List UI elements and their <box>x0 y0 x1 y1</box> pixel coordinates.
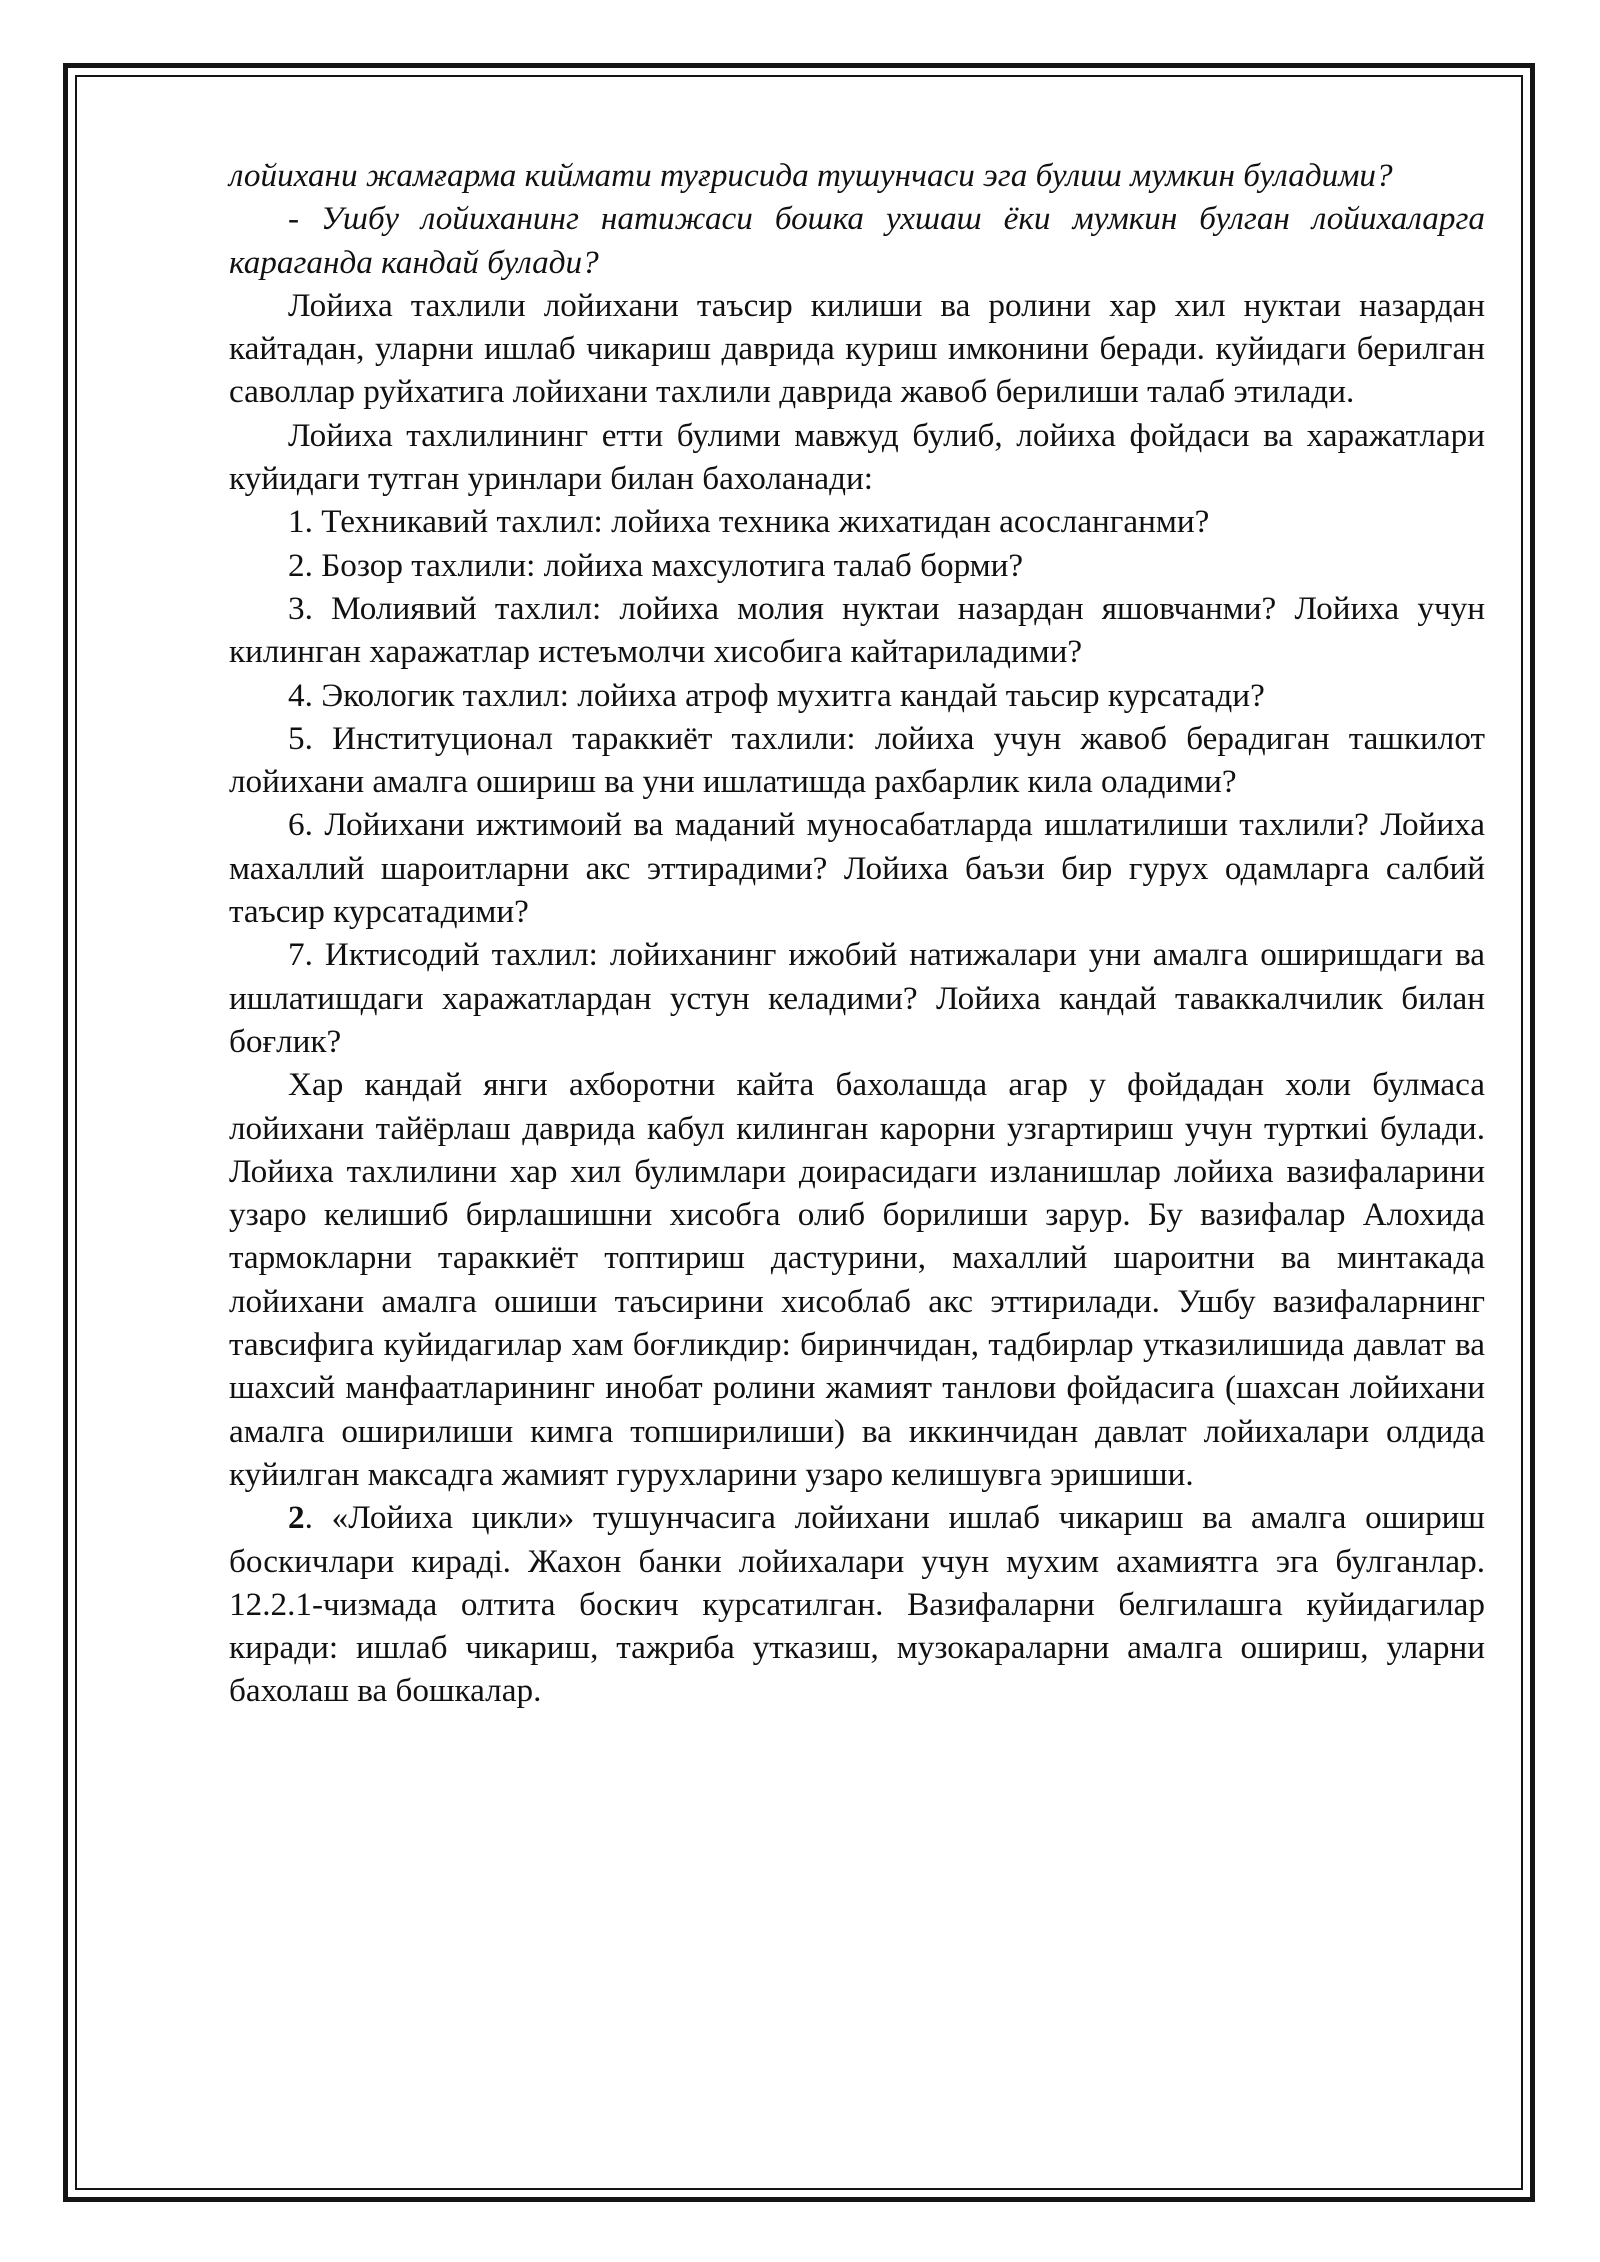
list-item-ecological: 4. Экологик тахлил: лойиха атроф мухитга кандай таьсир курсатади? <box>288 676 1265 714</box>
list-item-technical: 1. Техникавий тахлил: лойиха техника жихатидан асосланганми? <box>288 503 1210 541</box>
list-item-institutional: 5. Институционал тараккиёт тахлили: лойиха учун жавоб берадиган ташкилот лойихани амалга ошириш ва уни ишлатишда рахбарлик кила оладими? <box>229 719 1485 801</box>
paragraph-question-2: - Ушбу лойиханинг натижаси бошка ухшаш ёки мумкин булган лойихаларга караганда кандай булади? <box>229 200 1485 281</box>
list-item-financial: 3. Молиявий тахлил: лойиха молия нуктаи назардан яшовчанми? Лойиха учун килинган харажатлар истеъмолчи хисобига кайтариладими? <box>229 589 1485 671</box>
document-body <box>229 154 1485 1713</box>
paragraph-project-cycle-text: . «Лойиха цикли» тушунчасига лойихани ишлаб чикариш ва амалга ошириш боскичлари кирадi. Жахон банки лойихалари учун мухим ахамиятга эга булганлар. 12.2.1-чизмада олтита боскич курсатилган. Вазифаларни белгилашга куйидагилар киради: ишлаб чикариш, тажриба утказиш, музокараларни амалга ошириш, уларни бахолаш ва бошкалар. <box>229 1499 1485 1710</box>
list-item-market: 2. Бозор тахлили: лойиха махсулотига талаб борми? <box>288 546 1024 584</box>
paragraph-project-cycle <box>229 1496 1485 1712</box>
list-item-economic: 7. Иктисодий тахлил: лойиханинг ижобий натижалари уни амалга оширишдаги ва ишлатишдаги харажатлардан устун келадими? Лойиха кандай таваккалчилик билан боғлик? <box>229 936 1485 1060</box>
section-number: 2 <box>288 1499 305 1537</box>
paragraph-reassessment: Хар кандай янги ахборотни кайта бахолашда агар у фойдадан холи булмаса лойихани тайёрлаш даврида кабул килинган карорни узгартириш учун турткиi булади. Лойиха тахлилини хар хил булимлари доирасидаги изланишлар лойиха вазифаларини узаро келишиб бирлашишни хисобга олиб борилиши зарур. Бу вазифалар Алохида тармокларни тараккиёт топтириш дастурини, махаллий шароитни ва минтакада лойихани амалга ошиши таъсирини хисоблаб акс эттирилади. Ушбу вазифаларнинг тавсифига куйидагилар хам боғликдир: биринчидан, тадбирлар утказилишида давлат ва шахсий манфаатларининг инобат ролини жамият танлови фойдасига (шахсан лойихани амалга оширилиши кимга топширилиши) ва иккинчидан давлат лойихалари олдида куйилган максадга жамият гурухларини узаро келишувга эришиши. <box>229 1066 1485 1493</box>
list-item-social-cultural: 6. Лойихани ижтимоий ва маданий муносабатларда ишлатилиши тахлили? Лойиха махаллий шароитларни акс эттирадими? Лойиха баъзи бир гурух одамларга салбий таъсир курсатадими? <box>229 806 1485 931</box>
paragraph-seven-parts: Лойиха тахлилининг етти булими мавжуд булиб, лойиха фойдаси ва харажатлари куйидаги тутган уринлари билан бахоланади: <box>229 416 1485 498</box>
paragraph-analysis-intro: Лойиха тахлили лойихани таъсир килиши ва ролини хар хил нуктаи назардан кайтадан, уларни ишлаб чикариш даврида куриш имконини беради. куйидаги берилган саволлар руйхатига лойихани тахлили даврида жавоб берилиши талаб этилади. <box>229 286 1485 411</box>
paragraph-question-1: лойихани жамғарма киймати туғрисида тушунчаси эга булиш мумкин буладими? <box>229 157 1393 194</box>
